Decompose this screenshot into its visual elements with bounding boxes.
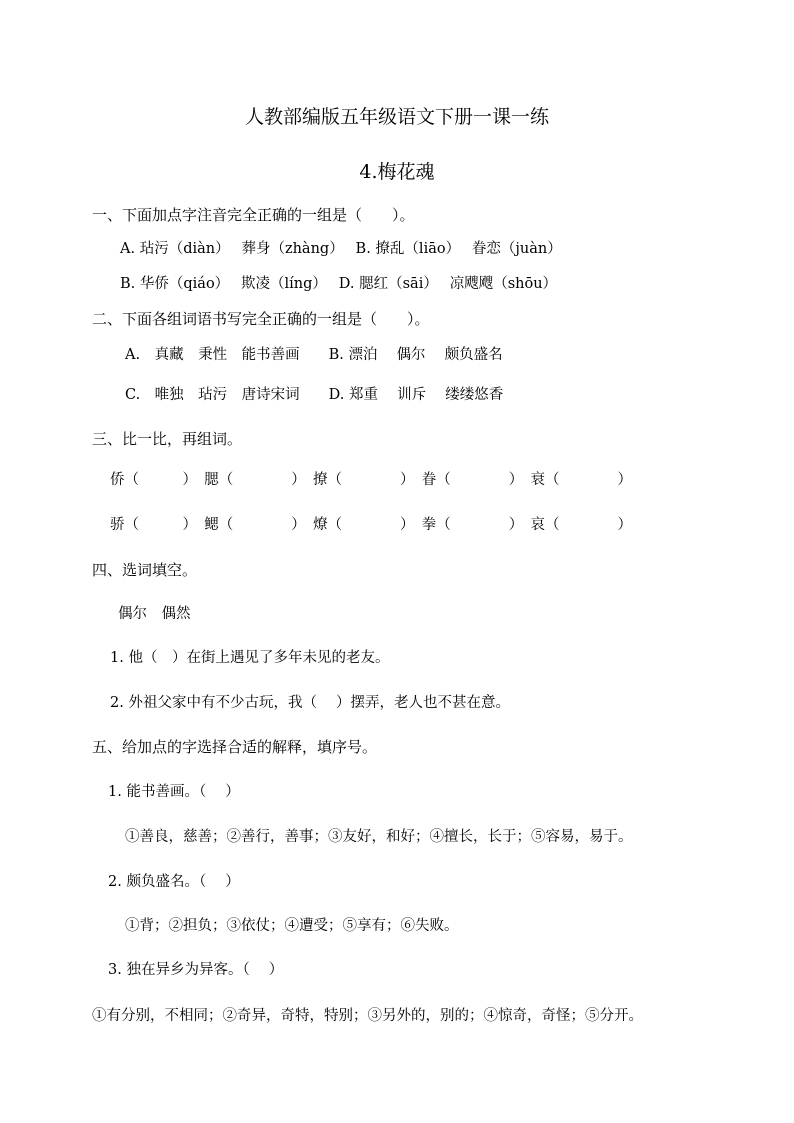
question-5-item: 2. 颇负盛名。（ ） [108, 874, 240, 890]
question-5-options: ①有分别，不相同；②奇异，奇特，特别；③另外的，别的；④惊奇，奇怪；⑤分开。 [92, 1008, 643, 1024]
question-5-options: ①背；②担负；③依仗；④遭受；⑤享有；⑥失败。 [125, 918, 459, 934]
question-1-stem: 一、下面加点字注音完全正确的一组是（ ）。 [92, 206, 415, 224]
question-4-item: 2. 外祖父家中有不少古玩，我（ ）摆弄，老人也不甚在意。 [110, 695, 511, 711]
question-5-options: ①善良，慈善；②善行，善事；③友好，和好；④擅长，长于；⑤容易，易于。 [125, 829, 633, 845]
question-5-item: 1. 能书善画。（ ） [108, 784, 240, 800]
page-title: 人教部编版五年级语文下册一课一练 [244, 106, 549, 128]
question-4-item: 1. 他（ ）在街上遇见了多年未见的老友。 [110, 650, 390, 666]
question-3-word-row: 骄（ ） 鳃（ ） 燎（ ） 拳（ ） 哀（ ） [110, 517, 632, 533]
lesson-title: 4.梅花魂 [359, 161, 435, 183]
question-5-stem: 五、给加点的字选择合适的解释，填序号。 [92, 738, 378, 756]
question-2-option-row: C. 唯独 玷污 唐诗宋词 D. 郑重 训斥 缕缕悠香 [125, 387, 504, 403]
question-1-option-row: A. 玷污（diàn） 葬身（zhàng） B. 撩乱（liāo） 眷恋（juàn） [120, 241, 562, 257]
question-2-option-row: A. 真藏 秉性 能书善画 B. 漂泊 偶尔 颇负盛名 [125, 347, 503, 363]
question-5-item: 3. 独在异乡为异客。（ ） [108, 962, 284, 978]
question-4-word-choices: 偶尔 偶然 [118, 606, 191, 622]
question-2-stem: 二、下面各组词语书写完全正确的一组是（ ）。 [92, 310, 430, 328]
question-1-option-row: B. 华侨（qiáo） 欺凌（líng） D. 腮红（sāi） 凉飕飕（shōu） [120, 276, 558, 292]
question-3-stem: 三、比一比，再组词。 [92, 430, 243, 448]
question-4-stem: 四、选词填空。 [92, 561, 198, 579]
question-3-word-row: 侨（ ） 腮（ ） 撩（ ） 眷（ ） 衰（ ） [110, 472, 632, 488]
